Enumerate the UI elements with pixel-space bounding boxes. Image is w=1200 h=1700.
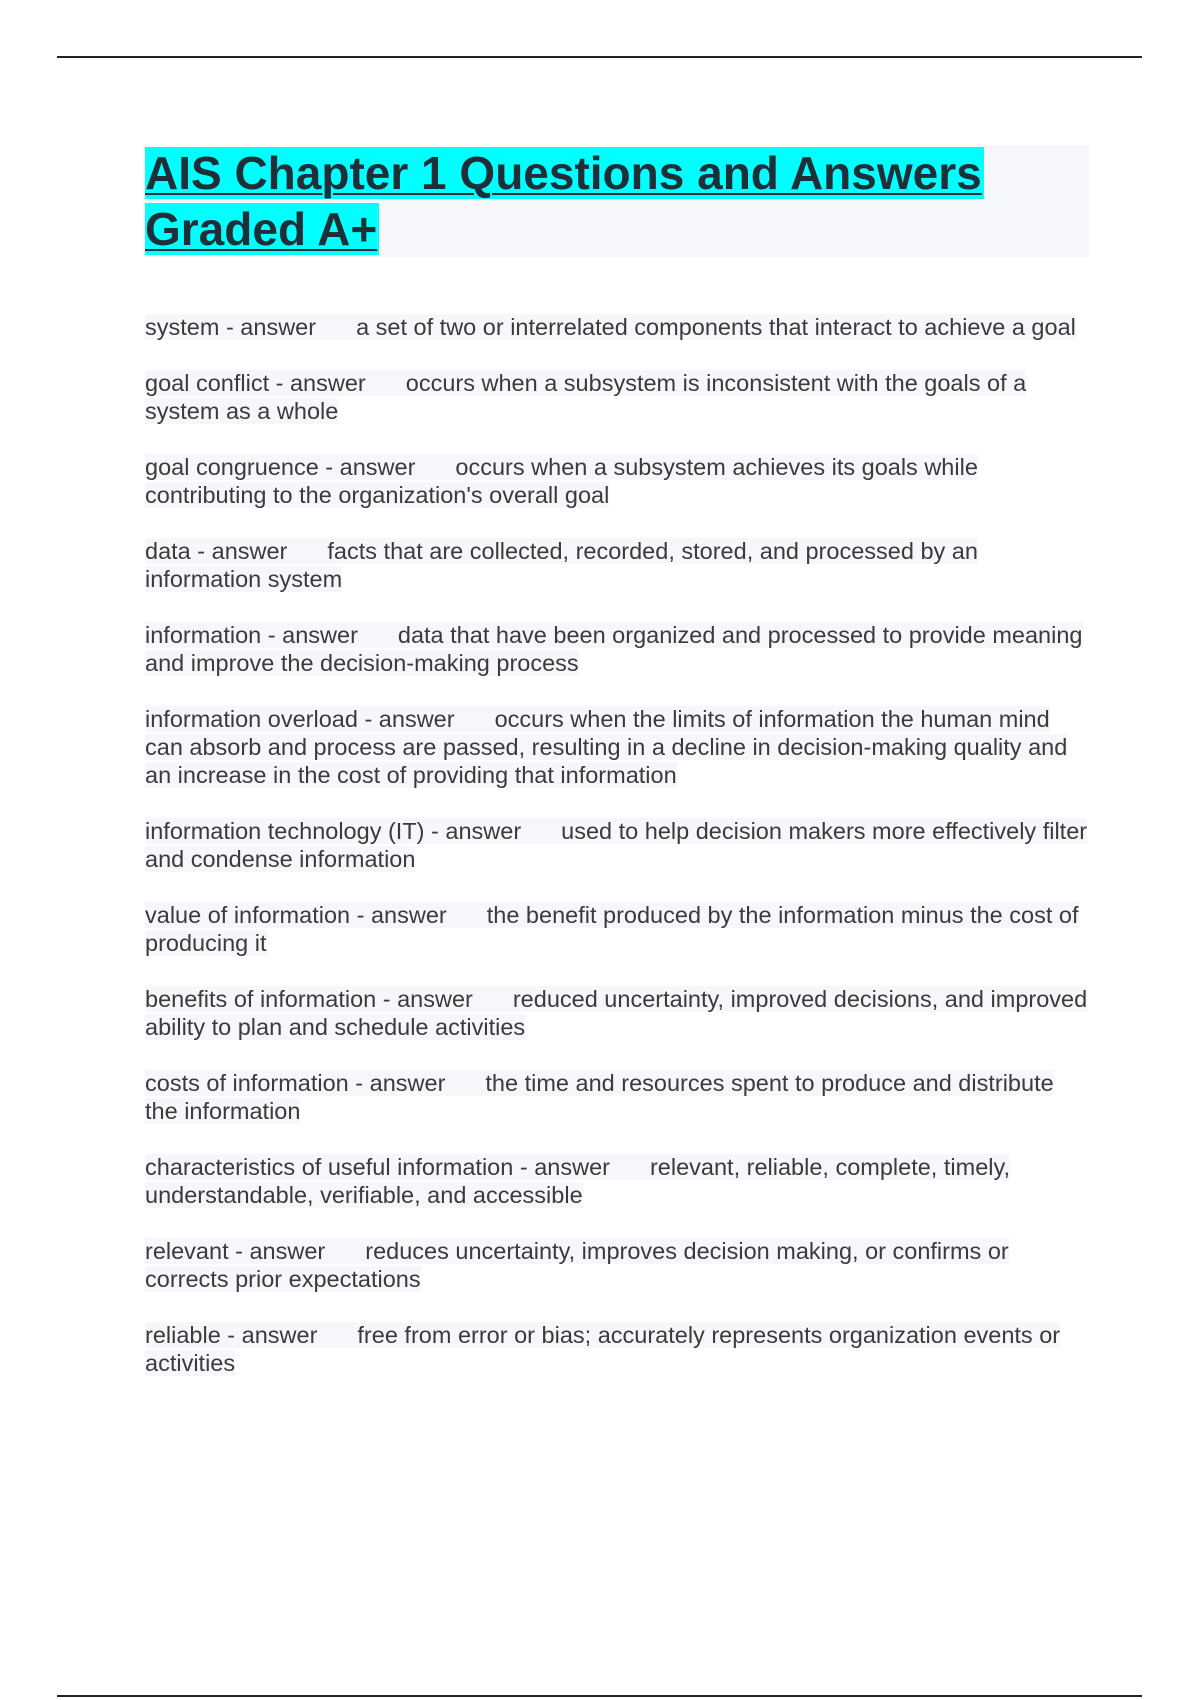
entry-definition: data that have been organized and processed to provide meaning and improve the decision-making process — [145, 622, 1083, 676]
entry-definition: reduced uncertainty, improved decisions, and improved ability to plan and schedule activities — [145, 986, 1088, 1040]
entry-term: benefits of information - answer — [145, 986, 473, 1012]
qa-list — [145, 313, 1089, 1377]
entry-term: relevant - answer — [145, 1238, 326, 1264]
qa-entry — [145, 817, 1089, 873]
entry-term: characteristics of useful information - answer — [145, 1154, 610, 1180]
qa-entry — [145, 901, 1089, 957]
qa-entry — [145, 1069, 1089, 1125]
entry-definition: the time and resources spent to produce and distribute the information — [145, 1070, 1054, 1124]
entry-definition: free from error or bias; accurately represents organization events or activities — [145, 1322, 1061, 1376]
entry-term: data - answer — [145, 538, 288, 564]
qa-entry — [145, 313, 1089, 341]
document-title — [145, 145, 1089, 257]
qa-entry — [145, 1153, 1089, 1209]
entry-definition: the benefit produced by the information minus the cost of producing it — [145, 902, 1079, 956]
bottom-rule — [57, 1695, 1142, 1697]
document-body — [145, 145, 1089, 1405]
top-rule — [57, 56, 1142, 58]
title-text: AIS Chapter 1 Questions and Answers Graded A+ — [145, 147, 982, 255]
entry-term: reliable - answer — [145, 1322, 318, 1348]
entry-definition: a set of two or interrelated components that interact to achieve a goal — [356, 314, 1076, 340]
title-block — [145, 145, 1089, 257]
qa-entry — [145, 705, 1089, 789]
entry-definition: occurs when a subsystem is inconsistent with the goals of a system as a whole — [145, 370, 1027, 424]
entry-term: goal congruence - answer — [145, 454, 416, 480]
qa-entry — [145, 453, 1089, 509]
entry-term: information technology (IT) - answer — [145, 818, 522, 844]
entry-definition: relevant, reliable, complete, timely, understandable, verifiable, and accessible — [145, 1154, 1011, 1208]
entry-term: value of information - answer — [145, 902, 447, 928]
qa-entry — [145, 369, 1089, 425]
entry-term: information overload - answer — [145, 706, 455, 732]
qa-entry — [145, 621, 1089, 677]
qa-entry — [145, 985, 1089, 1041]
entry-term: goal conflict - answer — [145, 370, 366, 396]
entry-definition: occurs when the limits of information the human mind can absorb and process are passed, resulting in a decline in decision-making quality and an increase in the cost of providing that information — [145, 706, 1068, 788]
entry-term: system - answer — [145, 314, 317, 340]
qa-entry — [145, 1321, 1089, 1377]
entry-definition: facts that are collected, recorded, stored, and processed by an information system — [145, 538, 978, 592]
entry-definition: used to help decision makers more effectively filter and condense information — [145, 818, 1088, 872]
entry-definition: reduces uncertainty, improves decision making, or confirms or corrects prior expectations — [145, 1238, 1009, 1292]
entry-term: information - answer — [145, 622, 358, 648]
qa-entry — [145, 537, 1089, 593]
entry-definition: occurs when a subsystem achieves its goals while contributing to the organization's overall goal — [145, 454, 978, 508]
entry-term: costs of information - answer — [145, 1070, 446, 1096]
qa-entry — [145, 1237, 1089, 1293]
